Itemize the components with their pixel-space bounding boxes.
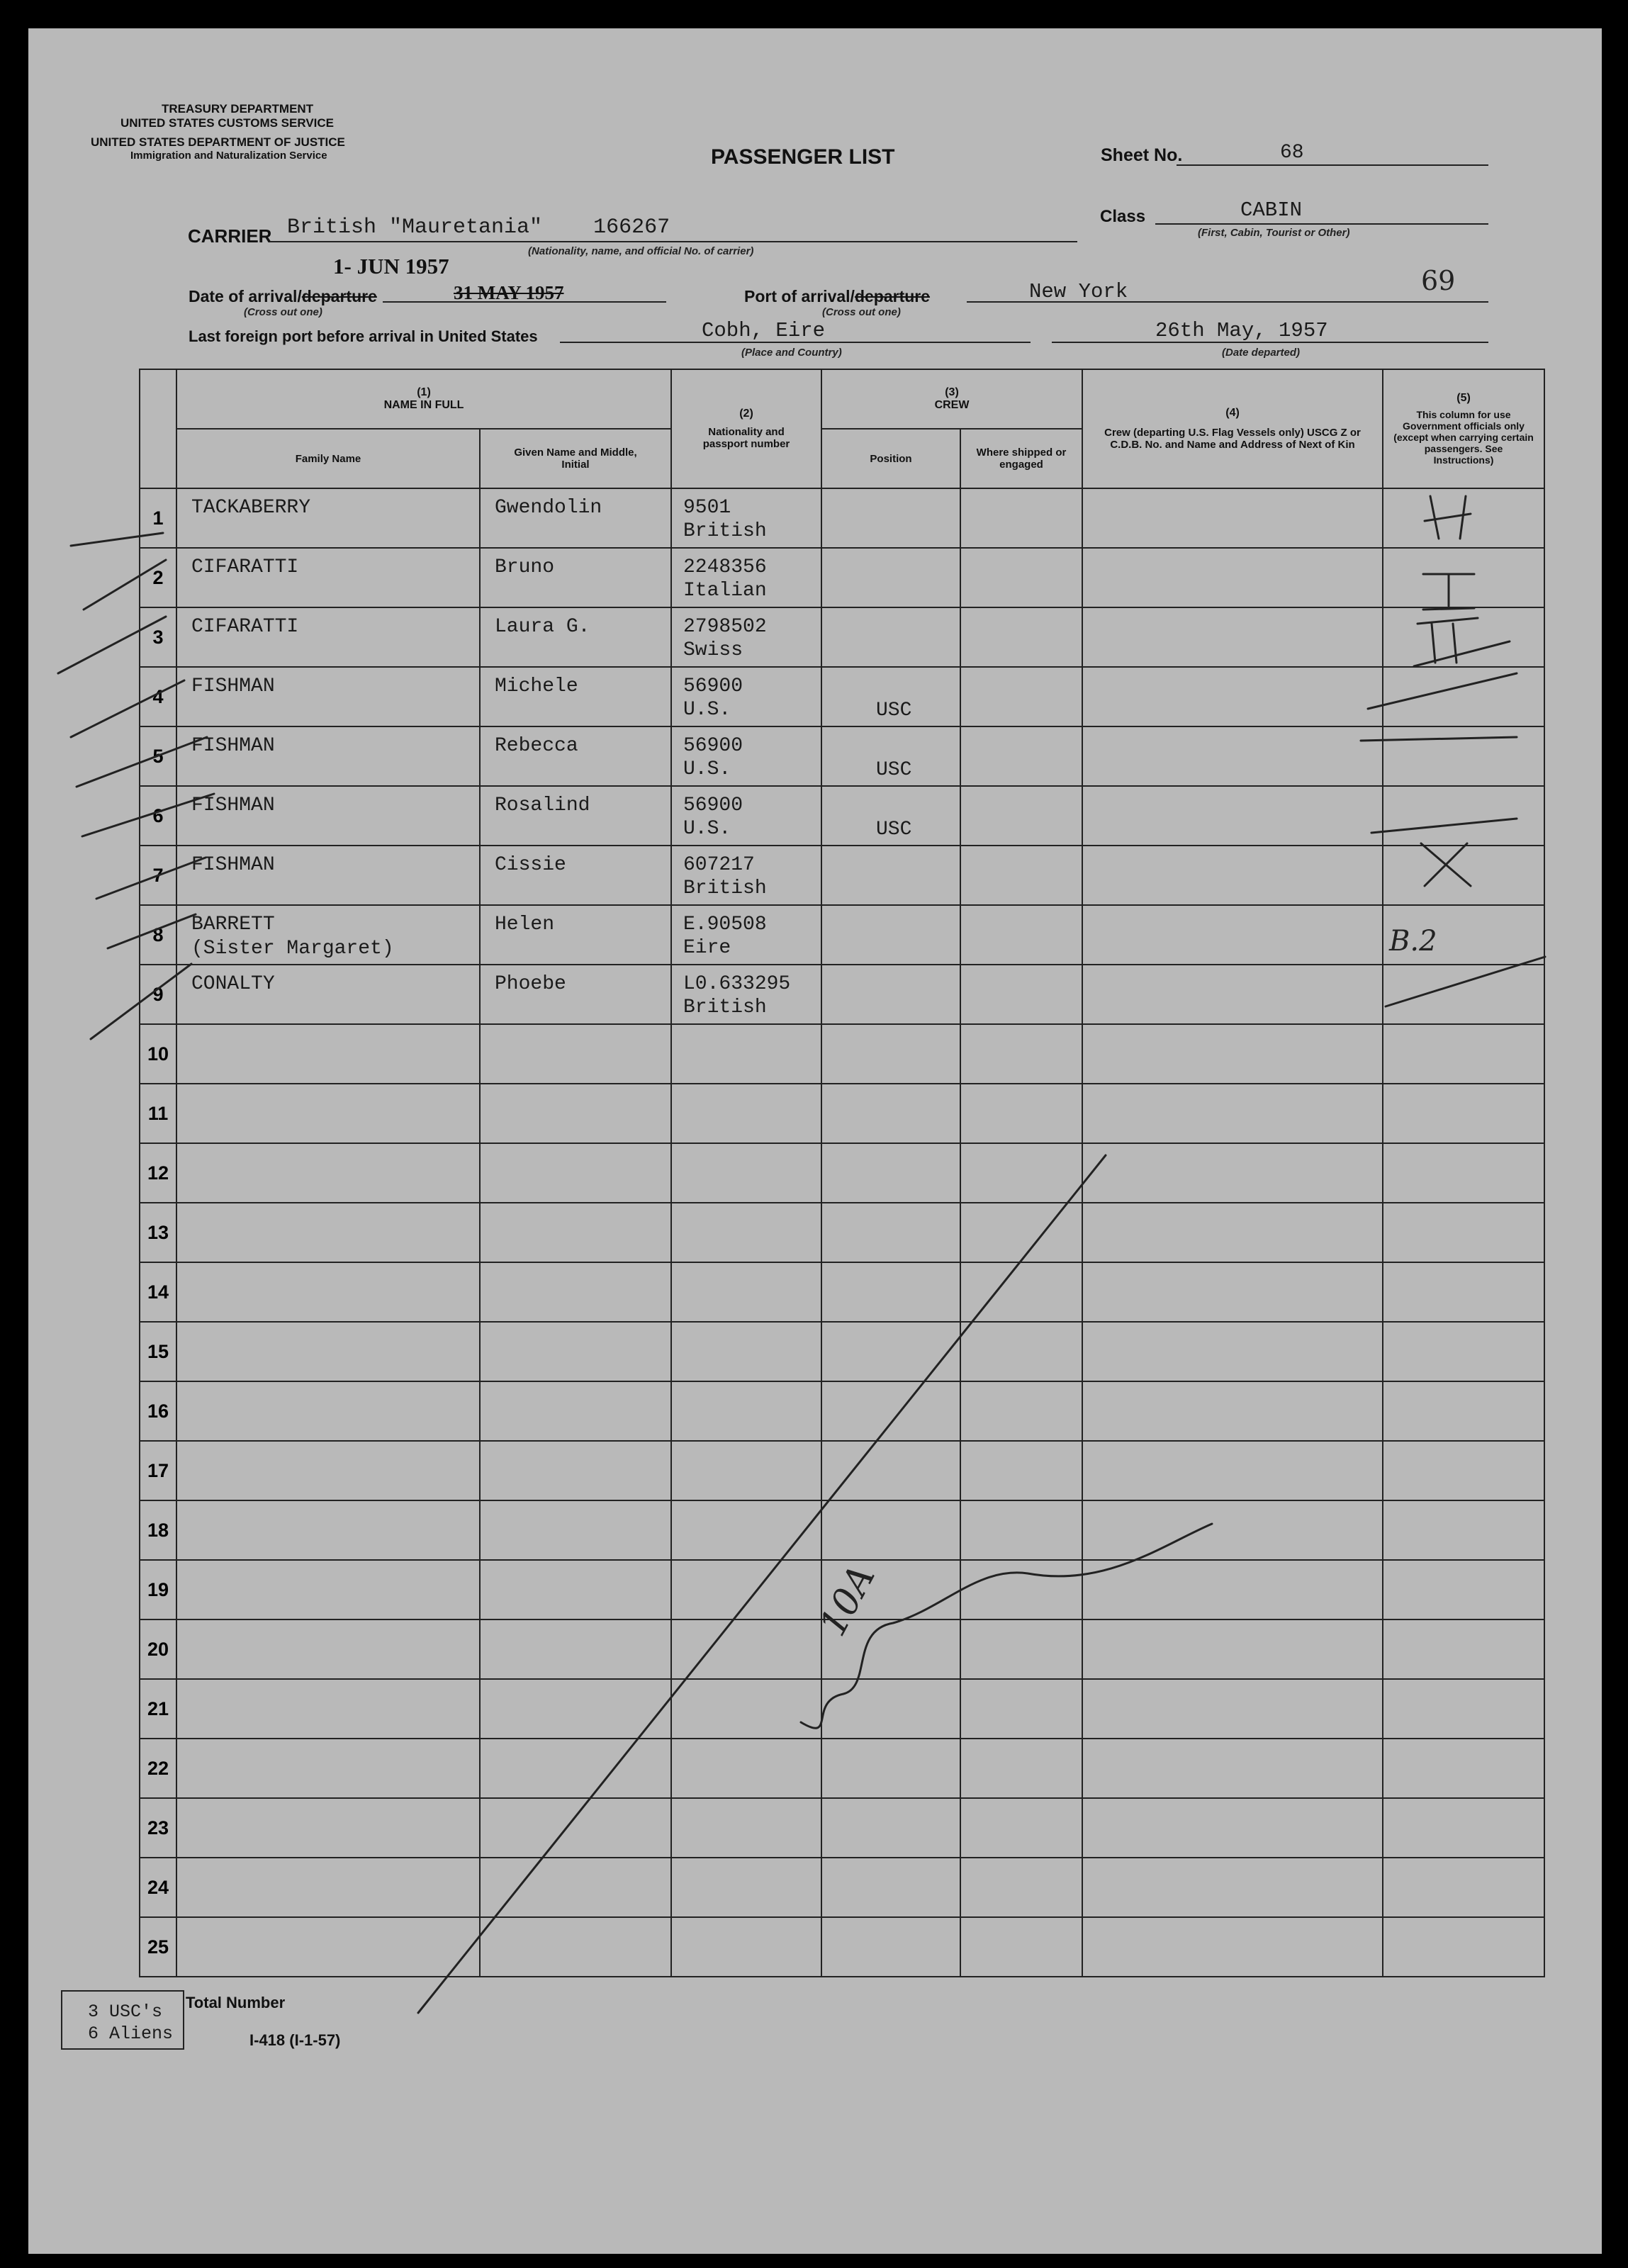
handwritten-note: 10A xyxy=(812,1558,884,1644)
next-of-kin-header: (4) Crew (departing U.S. Flag Vessels only) USCG Z or C.D.B. No. and Name and Address of Next of Kin xyxy=(1082,369,1383,488)
slash-row-6 xyxy=(82,794,214,836)
totals-aliens: 6 Aliens xyxy=(88,2023,174,2044)
last-port-value: Cobh, Eire xyxy=(702,319,826,342)
row-number: 1 xyxy=(140,488,176,548)
row-number: 13 xyxy=(140,1203,176,1262)
agency-line-3: UNITED STATES DEPARTMENT OF JUSTICE xyxy=(91,135,345,149)
row-number: 16 xyxy=(140,1381,176,1441)
row-number: 10 xyxy=(140,1024,176,1084)
date-note: (Cross out one) xyxy=(244,306,322,318)
slash-row-9 xyxy=(91,964,191,1039)
row-number: 25 xyxy=(140,1917,176,1977)
given-name-header: Given Name and Middle, Initial xyxy=(480,429,671,488)
handwritten-page-number: 69 xyxy=(1421,265,1456,296)
last-port-note: (Place and Country) xyxy=(741,347,842,359)
row-number: 6 xyxy=(140,786,176,846)
nationality: Swiss xyxy=(683,639,743,661)
family-name: CIFARATTI xyxy=(191,556,299,578)
crew-position: USC xyxy=(876,700,912,722)
port-label: Port of arrival/departure xyxy=(744,287,931,305)
given-name: Rebecca xyxy=(495,735,578,757)
nationality: Eire xyxy=(683,937,731,959)
position-header: Position xyxy=(821,429,960,488)
mark-row-7 xyxy=(1421,843,1471,886)
row-number: 2 xyxy=(140,548,176,607)
carrier-value: British "Mauretania" 166267 xyxy=(287,215,670,240)
agency-line-2: UNITED STATES CUSTOMS SERVICE xyxy=(120,116,335,130)
row-number: 4 xyxy=(140,667,176,726)
slash-row-5 xyxy=(77,737,207,787)
family-name: FISHMAN xyxy=(191,795,275,816)
mark-row-2 xyxy=(1423,574,1474,610)
slash-row-2 xyxy=(84,560,166,610)
given-name: Rosalind xyxy=(495,795,590,816)
given-name: Gwendolin xyxy=(495,497,602,519)
passport-number: 2248356 xyxy=(683,556,767,578)
row-number: 3 xyxy=(140,607,176,667)
class-value: CABIN xyxy=(1240,198,1303,222)
mark-row-3 xyxy=(1414,618,1510,666)
slash-row-4 xyxy=(71,680,184,737)
crew-position: USC xyxy=(876,759,912,781)
date-label: Date of arrival/departure xyxy=(189,287,377,305)
passport-number: 607217 xyxy=(683,854,755,876)
given-name: Helen xyxy=(495,914,555,936)
nationality: British xyxy=(683,520,767,542)
crew-header: (3) CREW xyxy=(821,369,1082,429)
family-name-header: Family Name xyxy=(176,429,480,488)
agency-line-1: TREASURY DEPARTMENT xyxy=(162,102,314,116)
family-name: FISHMAN xyxy=(191,675,275,697)
family-name: CONALTY xyxy=(191,973,275,995)
row-number: 12 xyxy=(140,1143,176,1203)
sheet-label: Sheet No. xyxy=(1101,145,1183,165)
date-departed-note: (Date departed) xyxy=(1222,347,1301,359)
family-name: TACKABERRY xyxy=(191,497,311,519)
class-note: (First, Cabin, Tourist or Other) xyxy=(1198,227,1350,239)
family-name: BARRETT xyxy=(191,914,275,936)
total-number-label: Total Number xyxy=(186,1994,286,2011)
carrier-label: CARRIER xyxy=(188,225,272,247)
passport-number: L0.633295 xyxy=(683,973,791,995)
nationality: British xyxy=(683,997,767,1018)
cancel-diagonal xyxy=(418,1155,1106,2013)
crew-position: USC xyxy=(876,819,912,841)
port-note: (Cross out one) xyxy=(822,306,901,318)
slash-row-3 xyxy=(58,617,166,673)
row-number: 9 xyxy=(140,965,176,1024)
where-shipped-header: Where shipped or engaged xyxy=(960,429,1082,488)
slash-row-8 xyxy=(108,914,196,948)
row-number: 8 xyxy=(140,905,176,965)
row-number: 17 xyxy=(140,1441,176,1500)
nationality: U.S. xyxy=(683,758,731,780)
port-value: New York xyxy=(1029,280,1128,303)
family-name: CIFARATTI xyxy=(191,616,299,638)
passport-number: E.90508 xyxy=(683,914,767,936)
row-number: 11 xyxy=(140,1084,176,1143)
mark-row-6 xyxy=(1371,819,1517,833)
page-title: PASSENGER LIST xyxy=(711,145,895,169)
given-name: Phoebe xyxy=(495,973,566,995)
row-number: 19 xyxy=(140,1560,176,1619)
passport-number: 9501 xyxy=(683,497,731,519)
nationality: Italian xyxy=(683,580,767,602)
row-number: 18 xyxy=(140,1500,176,1560)
totals-usc: 3 USC's xyxy=(88,2002,163,2022)
agency-line-4: Immigration and Naturalization Service xyxy=(130,150,327,162)
mark-row-4 xyxy=(1368,673,1517,709)
name-header: (1) NAME IN FULL xyxy=(176,369,671,429)
departure-struck: departure xyxy=(301,287,377,305)
row-number: 23 xyxy=(140,1798,176,1858)
date-stamp-old: 31 MAY 1957 xyxy=(454,282,564,303)
nationality: U.S. xyxy=(683,699,731,721)
officials-header: (5) This column for use Government officials only (except when carrying certain passengers. See Instructions) xyxy=(1383,369,1544,488)
family-name-extra: (Sister Margaret) xyxy=(191,938,394,960)
class-label: Class xyxy=(1100,207,1146,226)
passport-number: 2798502 xyxy=(683,616,767,638)
signature-scrawl xyxy=(801,1524,1212,1728)
port-departure-struck: departure xyxy=(854,287,931,305)
given-name: Laura G. xyxy=(495,616,590,638)
date-departed-value: 26th May, 1957 xyxy=(1155,319,1328,342)
row-8-mark: B.2 xyxy=(1389,925,1437,958)
slash-row-7 xyxy=(96,858,206,899)
row-number: 21 xyxy=(140,1679,176,1739)
given-name: Michele xyxy=(495,675,578,697)
row-number: 7 xyxy=(140,846,176,905)
last-port-label: Last foreign port before arrival in United States xyxy=(189,327,538,345)
given-name: Cissie xyxy=(495,854,566,876)
family-name: FISHMAN xyxy=(191,735,275,757)
date-stamp-new: 1- JUN 1957 xyxy=(333,254,449,279)
sheet-number: 68 xyxy=(1280,142,1304,164)
passport-number: 56900 xyxy=(683,675,743,697)
row-number: 14 xyxy=(140,1262,176,1322)
row-number: 22 xyxy=(140,1739,176,1798)
row-number: 20 xyxy=(140,1619,176,1679)
passport-number: 56900 xyxy=(683,735,743,757)
slash-row-1 xyxy=(71,533,163,546)
form-number: I-418 (I-1-57) xyxy=(249,2031,341,2049)
given-name: Bruno xyxy=(495,556,555,578)
mark-row-5 xyxy=(1361,737,1517,741)
nationality: U.S. xyxy=(683,818,731,840)
row-number: 24 xyxy=(140,1858,176,1917)
family-name: FISHMAN xyxy=(191,854,275,876)
nationality-header: (2) Nationality and passport number xyxy=(671,369,821,488)
row-number: 5 xyxy=(140,726,176,786)
mark-row-1 xyxy=(1425,496,1471,539)
row-number: 15 xyxy=(140,1322,176,1381)
nationality: British xyxy=(683,877,767,899)
carrier-note: (Nationality, name, and official No. of carrier) xyxy=(528,245,754,257)
passport-number: 56900 xyxy=(683,795,743,816)
mark-row-9 xyxy=(1386,957,1545,1006)
